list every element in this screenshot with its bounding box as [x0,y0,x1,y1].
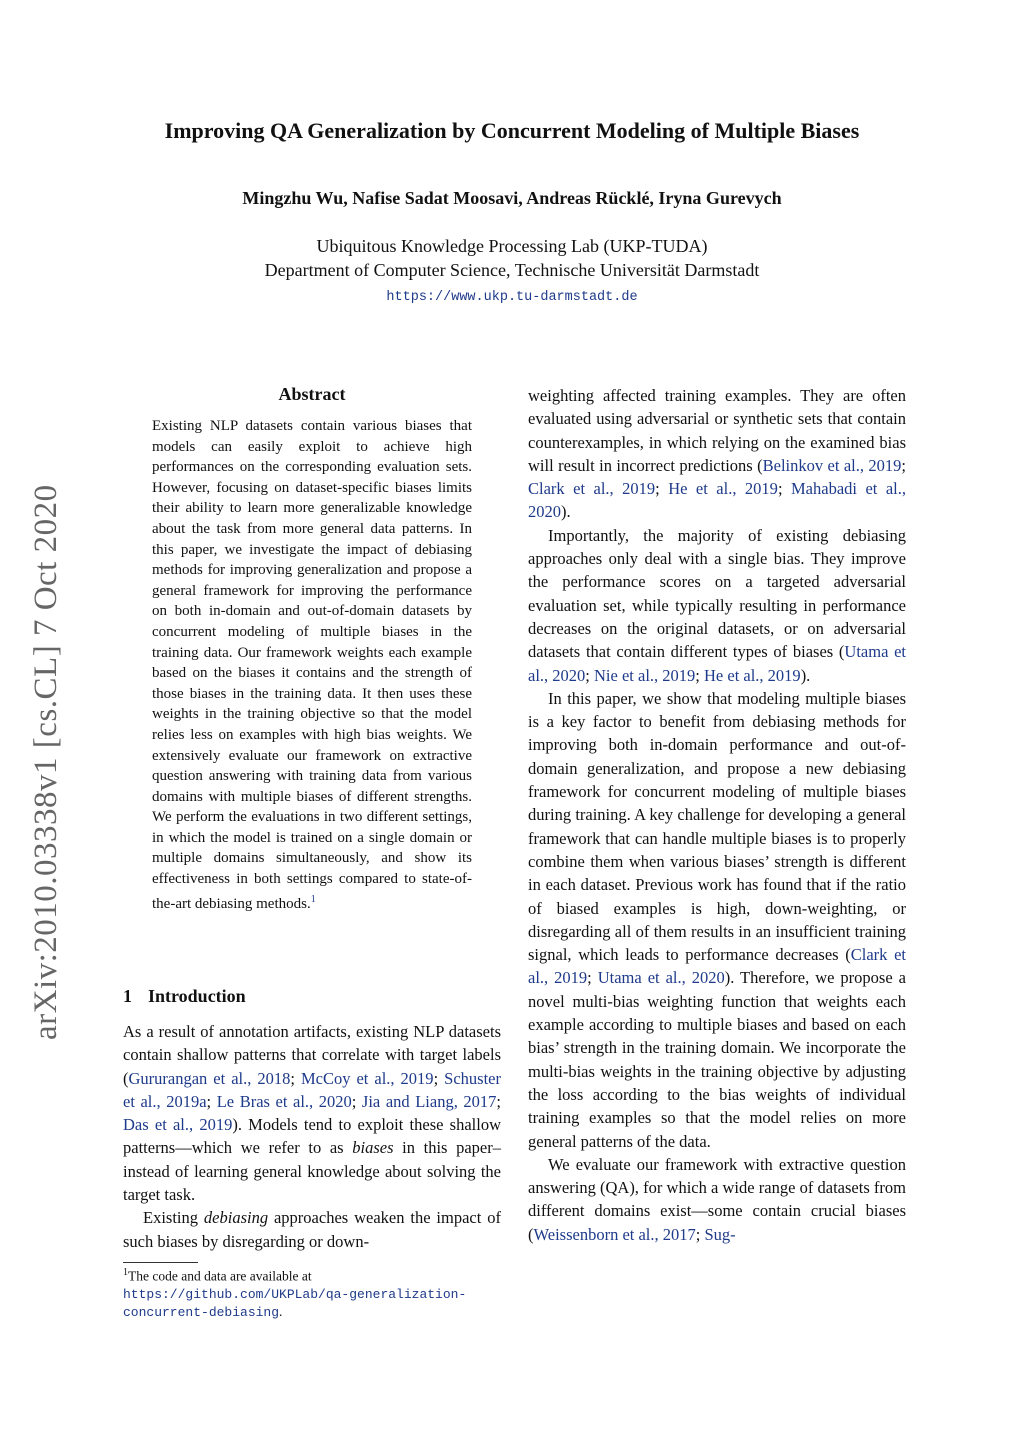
citation-link[interactable]: Weissenborn et al., 2017 [533,1224,696,1244]
citation-link[interactable]: He et al., 2019 [668,479,778,499]
citation-link[interactable]: Belinkov et al., 2019 [762,455,902,475]
citation-link[interactable]: Schuster et al., 2019a [123,1068,501,1111]
affiliation-department: Department of Computer Science, Technische Universität Darmstadt [264,260,760,280]
left-column [123,1020,501,1253]
intro-paragraph-6: We evaluate our framework with extractive question answering (QA), for which a wide range of datasets from different domains exist—some contain crucial biases (Weissenborn et al., 2017; Sug- [528,1154,906,1244]
citation-link[interactable]: Jia and Liang, 2017 [361,1091,497,1111]
section-number: 1 [123,986,132,1006]
citation-link[interactable]: Le Bras et al., 2020 [216,1091,352,1111]
arxiv-identifier-stamp: arXiv:2010.03338v1 [cs.CL] 7 Oct 2020 [28,484,64,1040]
abstract-heading: Abstract [278,384,346,404]
intro-paragraph-1: As a result of annotation artifacts, existing NLP datasets contain shallow patterns that correlate with target labels (Gururangan et al., 2018; McCoy et al., 2019; Schuster et al., 2019a; Le Bras et al., 2020; Jia and Liang, 2017; Das et al., 2019). Models tend to exploit these shallow patterns—which we refer to as biases in this paper– instead of learning general knowledge about solving the target task. [123,1022,502,1205]
intro-paragraph-5: In this paper, we show that modeling multiple biases is a key factor to benefit from debiasing methods for improving both in-domain performance and out-of-domain generalization, and propose a new debiasing framework for concurrent modeling of multiple biases during training. A key challenge for developing a general framework that can handle multiple biases is to properly combine them when various biases’ strength is different in each dataset. Previous work has found that if the ratio of biased examples is high, down-weighting, or disregarding all of them results in an insufficient training signal, which leads to performance decreases (Clark et al., 2019; Utama et al., 2020). Therefore, we propose a novel multi-bias weighting function that weights each example according to multiple biases and based on each bias’ strength in the training domain. We incorporate the multi-bias weights in the training objective by adjusting the loss according to the bias weights of individual training examples so that the model relies on more general patterns of the data. [528,688,906,1151]
author-list: Mingzhu Wu, Nafise Sadat Moosavi, Andreas Rücklé, Iryna Gurevych [242,188,782,208]
citation-link[interactable]: Gururangan et al., 2018 [128,1068,291,1088]
section-title: Introduction [148,986,246,1006]
citation-link[interactable]: McCoy et al., 2019 [300,1068,434,1088]
github-repo-link[interactable]: https://github.com/UKPLab/qa-generalization-concurrent-debiasing [123,1286,467,1320]
abstract-text: Existing NLP datasets contain various biases that models can easily exploit to achieve high performances on the corresponding evaluation sets. However, focusing on dataset-specific biases limits their ability to learn more generalizable knowledge about the task from more general data patterns. In this paper, we investigate the impact of debiasing methods for improving generalization and propose a general framework for improving the performance on both in-domain and out-of-domain datasets by concurrent modeling of multiple biases in the training data. Our framework weights each example based on the biases it contains and the strength of those biases in the training data. It then uses these weights in the training objective so that the model relies less on examples with high bias weights. We extensively evaluate our framework on extractive question answering with training data from various domains with multiple biases of different strengths. We perform the evaluations in two different settings, in which the model is trained on a single domain or multiple domains simultaneously, and show its effectiveness in both settings compared to state-of-the-art debiasing methods. [152,418,472,912]
footnote: $^1$The code and data are available at https://github.com/UKPLab/qa-generalization-concurrent-debiasing. [123,1267,467,1320]
right-column [528,384,906,1246]
intro-paragraph-2: Existing debiasing approaches weaken the impact of such biases by disregarding or down- [123,1208,501,1251]
footnote-marker[interactable]: 1 [310,893,316,905]
citation-link[interactable]: Clark et al., 2019 [528,945,906,988]
citation-link[interactable]: Nie et al., 2019 [594,665,696,685]
paper-title: Improving QA Generalization by Concurrent Modeling of Multiple Biases [164,118,860,143]
citation-link[interactable]: Sug- [704,1224,736,1244]
citation-link[interactable]: Das et al., 2019 [123,1115,233,1135]
affiliation-lab: Ubiquitous Knowledge Processing Lab (UKP-TUDA) [316,236,708,256]
citation-link[interactable]: Utama et al., 2020 [528,642,907,685]
intro-paragraph-4: Importantly, the majority of existing debiasing approaches only deal with a single bias. They improve the performance scores on a targeted adversarial evaluation set, while typically resulting in performance decreases on the original datasets, or on adversarial datasets that contain different types of biases (Utama et al., 2020; Nie et al., 2019; He et al., 2019). [528,525,907,685]
citation-link[interactable]: Clark et al., 2019 [528,479,656,499]
abstract-body [152,416,472,914]
citation-link[interactable]: Utama et al., 2020 [597,968,725,988]
section-heading-introduction [123,986,262,1007]
lab-url-link[interactable]: https://www.ukp.tu-darmstadt.de [386,290,638,305]
citation-link[interactable]: Mahabadi et al., 2020 [528,479,906,522]
intro-paragraph-3: weighting affected training examples. They are often evaluated using adversarial or synthetic sets that contain counterexamples, in which relying on the examined bias will result in incorrect predictions (Belinkov et al., 2019; Clark et al., 2019; He et al., 2019; Mahabadi et al., 2020). [528,386,906,522]
footnote-divider [123,1262,198,1263]
citation-link[interactable]: He et al., 2019 [704,665,801,685]
